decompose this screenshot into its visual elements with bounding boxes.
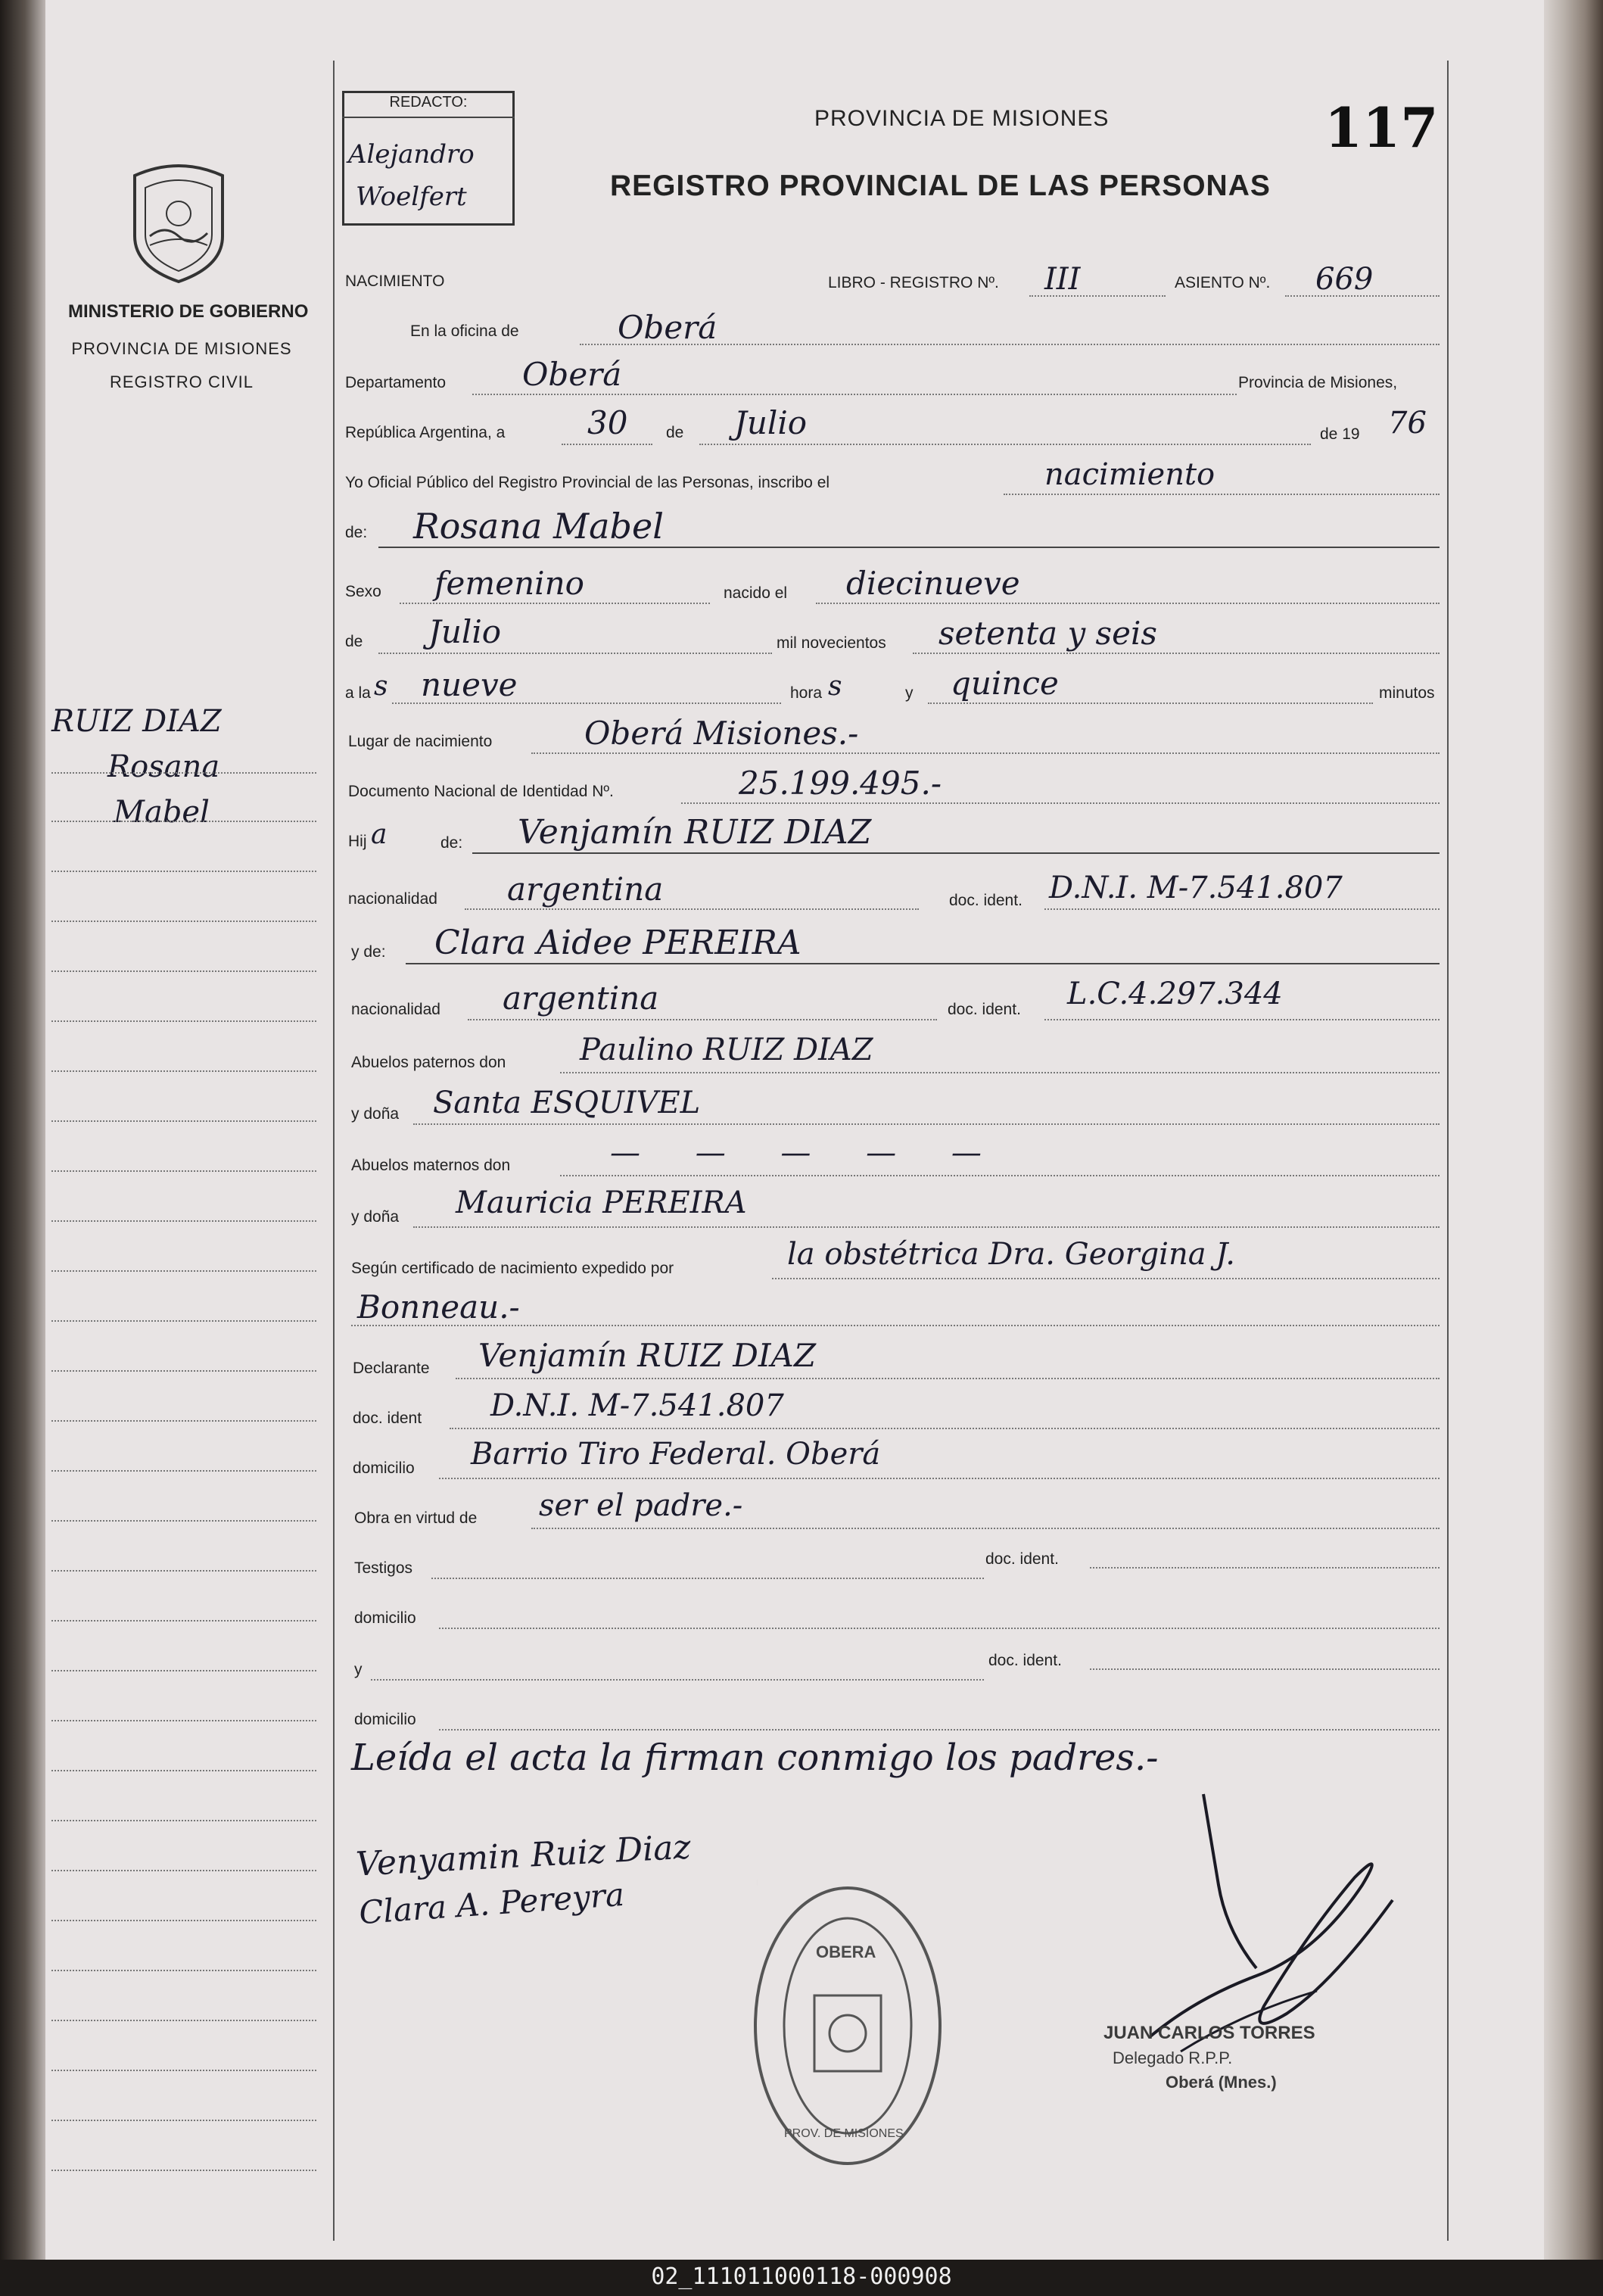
margin-rule xyxy=(51,1420,316,1422)
alas-prefix: s xyxy=(374,671,388,702)
ab-mat-don: — — — — — xyxy=(610,1136,1004,1170)
domicilio3-label: domicilio xyxy=(354,1711,416,1728)
margin-note-surname: RUIZ DIAZ xyxy=(51,704,222,739)
nacido-label: nacido el xyxy=(724,584,788,602)
nombre-value: Rosana Mabel xyxy=(413,506,664,547)
header-title: REGISTRO PROVINCIAL DE LAS PERSONAS xyxy=(610,170,1271,202)
sexo-value: femenino xyxy=(434,565,584,602)
margin-rule xyxy=(51,1120,316,1122)
official-role: Delegado R.P.P. xyxy=(1113,2048,1233,2067)
obra-label: Obra en virtud de xyxy=(354,1509,478,1527)
doc2-value: L.C.4.297.344 xyxy=(1067,977,1283,1011)
anio-nac-value: setenta y seis xyxy=(938,615,1157,652)
domicilio3-rule xyxy=(439,1729,1440,1731)
y-rule xyxy=(371,1679,984,1681)
official-signature-icon xyxy=(1135,1787,1408,2089)
obra-value: ser el padre.- xyxy=(539,1488,743,1523)
redacto-label: REDACTO: xyxy=(389,94,468,111)
margin-rule xyxy=(51,772,316,774)
segun-label: Según certificado de nacimiento expedido por xyxy=(351,1260,674,1277)
doc1-value: D.N.I. M-7.541.807 xyxy=(1049,871,1343,905)
domicilio-value: Barrio Tiro Federal. Oberá xyxy=(471,1437,881,1472)
registry-stamp xyxy=(749,1882,946,2170)
doc2-label: doc. ident. xyxy=(948,1001,1021,1018)
margin-divider xyxy=(333,61,335,2241)
ministry-registry: REGISTRO CIVIL xyxy=(109,372,254,391)
doc1-label: doc. ident. xyxy=(949,892,1022,909)
dia-value: 30 xyxy=(587,404,628,441)
margin-rule xyxy=(51,2120,316,2121)
scan-code: 02_111011000118-000908 xyxy=(651,2263,952,2290)
dia-rule xyxy=(562,444,652,445)
header-province: PROVINCIA DE MISIONES xyxy=(814,106,1110,131)
margin-rule xyxy=(51,2170,316,2171)
provincia-label: Provincia de Misiones, xyxy=(1238,374,1398,391)
margin-rule xyxy=(51,1220,316,1222)
domicilio2-rule xyxy=(439,1628,1440,1629)
anio-value: 76 xyxy=(1388,406,1427,441)
mes-nac-rule xyxy=(378,653,772,654)
inscribo-value: nacimiento xyxy=(1044,457,1215,492)
book-binding xyxy=(0,0,45,2260)
margin-rule xyxy=(51,821,316,822)
lugar-value: Oberá Misiones.- xyxy=(584,715,859,752)
margin-note-name2: Mabel xyxy=(114,795,210,830)
lugar-rule xyxy=(531,752,1440,754)
provincial-seal-icon xyxy=(127,160,230,285)
de2-label: de xyxy=(345,633,363,650)
declarante-value: Venjamín RUIZ DIAZ xyxy=(478,1337,817,1374)
nac2-label: nacionalidad xyxy=(351,1001,440,1018)
domicilio-label: domicilio xyxy=(353,1460,415,1477)
testigos-label: Testigos xyxy=(354,1559,413,1577)
margin-rule xyxy=(51,1320,316,1322)
margin-rule xyxy=(51,1820,316,1821)
nac1-rule xyxy=(465,908,919,910)
nac2-rule xyxy=(468,1019,937,1020)
libro-label: LIBRO - REGISTRO Nº. xyxy=(828,274,999,291)
nacido-value: diecinueve xyxy=(846,565,1020,602)
ab-pat-dona-rule xyxy=(413,1123,1440,1125)
hijo-suffix: a xyxy=(371,819,388,850)
docident-rule xyxy=(450,1428,1440,1429)
nac1-label: nacionalidad xyxy=(348,890,437,908)
hijo-de-label: de: xyxy=(440,834,463,852)
margin-rule xyxy=(51,1020,316,1022)
ab-pat-rule xyxy=(560,1072,1440,1073)
segun-value: la obstétrica Dra. Georgina J. xyxy=(787,1237,1235,1272)
dni-rule xyxy=(681,802,1440,804)
docident-label: doc. ident xyxy=(353,1410,422,1427)
margin-rule xyxy=(51,1520,316,1522)
domicilio-rule xyxy=(439,1478,1440,1479)
ministry-province: PROVINCIA DE MISIONES xyxy=(71,339,292,358)
sexo-rule xyxy=(400,603,710,604)
doc1-rule xyxy=(1044,908,1440,910)
margin-note-name1: Rosana xyxy=(107,749,220,784)
official-place: Oberá (Mnes.) xyxy=(1166,2073,1277,2092)
docident-value: D.N.I. M-7.541.807 xyxy=(490,1388,784,1423)
asiento-value: 669 xyxy=(1315,262,1374,297)
obra-rule xyxy=(531,1528,1440,1529)
lugar-label: Lugar de nacimiento xyxy=(348,733,493,750)
right-border xyxy=(1447,61,1449,2241)
de-nombre-label: de: xyxy=(345,524,368,541)
oficina-label: En la oficina de xyxy=(410,322,519,340)
madre-rule xyxy=(406,963,1440,964)
domicilio2-label: domicilio xyxy=(354,1609,416,1627)
dni-label: Documento Nacional de Identidad Nº. xyxy=(348,783,614,800)
testigos-doc-rule xyxy=(1090,1567,1440,1569)
asiento-label: ASIENTO Nº. xyxy=(1175,274,1271,291)
nombre-rule xyxy=(378,547,1440,548)
ab-pat-dona: Santa ESQUIVEL xyxy=(433,1086,701,1120)
declarante-rule xyxy=(456,1378,1440,1379)
ab-mat-rule xyxy=(560,1175,1440,1176)
nacimiento-label: NACIMIENTO xyxy=(345,273,445,290)
hijo-label: Hij xyxy=(348,833,367,850)
nac2-value: argentina xyxy=(503,980,659,1017)
yde-label: y de: xyxy=(351,943,386,961)
ab-pat-label: Abuelos paternos don xyxy=(351,1054,506,1071)
redacto-name-line2: Woelfert xyxy=(356,182,467,212)
margin-rule xyxy=(51,871,316,872)
page-number: 117 xyxy=(1324,95,1439,160)
closing-statement: Leída el acta la firman conmigo los padres.- xyxy=(351,1737,1159,1779)
margin-rule xyxy=(51,970,316,972)
mil-label: mil novecientos xyxy=(777,634,886,652)
nacido-rule xyxy=(816,603,1440,604)
mes-rule xyxy=(699,444,1311,445)
hora-label: hora xyxy=(790,684,823,702)
oficina-value: Oberá xyxy=(618,309,717,346)
testigos-doc-label: doc. ident. xyxy=(985,1550,1059,1568)
y-label2: y xyxy=(354,1661,363,1678)
stamp-bottom-text: PROV. DE MISIONES xyxy=(784,2127,904,2140)
margin-rule xyxy=(51,1470,316,1472)
margin-rule xyxy=(51,1370,316,1372)
testigos-rule xyxy=(431,1578,984,1579)
libro-value: III xyxy=(1044,262,1081,297)
margin-rule xyxy=(51,1970,316,1971)
margin-rule xyxy=(51,1920,316,1921)
de-label: de xyxy=(666,424,684,441)
ydona1-label: y doña xyxy=(351,1105,400,1123)
inscribo-rule xyxy=(1004,494,1440,495)
margin-rule xyxy=(51,1770,316,1771)
margin-rule xyxy=(51,1670,316,1671)
father-signature: Venyamin Ruiz Diaz xyxy=(354,1827,692,1884)
official-name: JUAN CARLOS TORRES xyxy=(1103,2023,1315,2043)
departamento-value: Oberá xyxy=(522,356,622,393)
padre-rule xyxy=(472,852,1440,854)
hora-value: nueve xyxy=(421,666,518,703)
doc2-rule xyxy=(1044,1019,1440,1020)
stamp-ministry-text xyxy=(772,1998,773,2011)
ab-mat-dona: Mauricia PEREIRA xyxy=(456,1185,747,1220)
mother-signature: Clara A. Pereyra xyxy=(357,1875,626,1932)
margin-rule xyxy=(51,1870,316,1871)
margin-rule xyxy=(51,1620,316,1622)
redacto-divider xyxy=(342,117,515,118)
margin-rule xyxy=(51,1720,316,1721)
page-edge xyxy=(1544,0,1603,2260)
departamento-label: Departamento xyxy=(345,374,447,391)
margin-rule xyxy=(51,1170,316,1172)
margin-rule xyxy=(51,2020,316,2021)
y-doc-rule xyxy=(1090,1668,1440,1670)
sexo-label: Sexo xyxy=(345,583,381,600)
margin-rule xyxy=(51,921,316,922)
de19-label: de 19 xyxy=(1320,425,1360,443)
ab-mat-label: Abuelos maternos don xyxy=(351,1157,511,1174)
dni-value: 25.199.495.- xyxy=(739,765,942,802)
anio-nac-rule xyxy=(913,653,1440,654)
minutos-rule xyxy=(928,703,1373,704)
departamento-rule xyxy=(472,394,1237,395)
madre-value: Clara Aidee PEREIRA xyxy=(434,924,802,962)
margin-rule xyxy=(51,1270,316,1272)
stamp-center-text: OBERA xyxy=(816,1942,876,1961)
redacto-name-line1: Alejandro xyxy=(348,139,475,170)
padre-value: Venjamín RUIZ DIAZ xyxy=(518,813,872,852)
ydona2-label: y doña xyxy=(351,1208,400,1226)
republica-label: República Argentina, a xyxy=(345,424,506,441)
ministry-title: MINISTERIO DE GOBIERNO xyxy=(68,301,309,322)
minutos-label: minutos xyxy=(1379,684,1435,702)
mes-value: Julio xyxy=(734,404,808,441)
y-label: y xyxy=(905,684,914,702)
nac1-value: argentina xyxy=(507,871,664,908)
stamp-top-text xyxy=(757,1877,758,1888)
segun-value-2: Bonneau.- xyxy=(357,1288,520,1326)
margin-rule xyxy=(51,1070,316,1072)
ab-mat-dona-rule xyxy=(413,1226,1440,1228)
alas-label: a la xyxy=(345,684,371,702)
oficial-label: Yo Oficial Público del Registro Provincial de las Personas, inscribo el xyxy=(345,474,830,491)
y-doc-label: doc. ident. xyxy=(988,1652,1062,1669)
ab-pat-don: Paulino RUIZ DIAZ xyxy=(580,1033,873,1067)
declarante-label: Declarante xyxy=(353,1360,430,1377)
margin-rule xyxy=(51,2070,316,2071)
mes-nac-value: Julio xyxy=(428,613,502,650)
segun-rule xyxy=(772,1278,1440,1279)
hora-s: s xyxy=(828,671,842,702)
margin-rule xyxy=(51,1570,316,1572)
minutos-value: quince xyxy=(951,665,1059,702)
